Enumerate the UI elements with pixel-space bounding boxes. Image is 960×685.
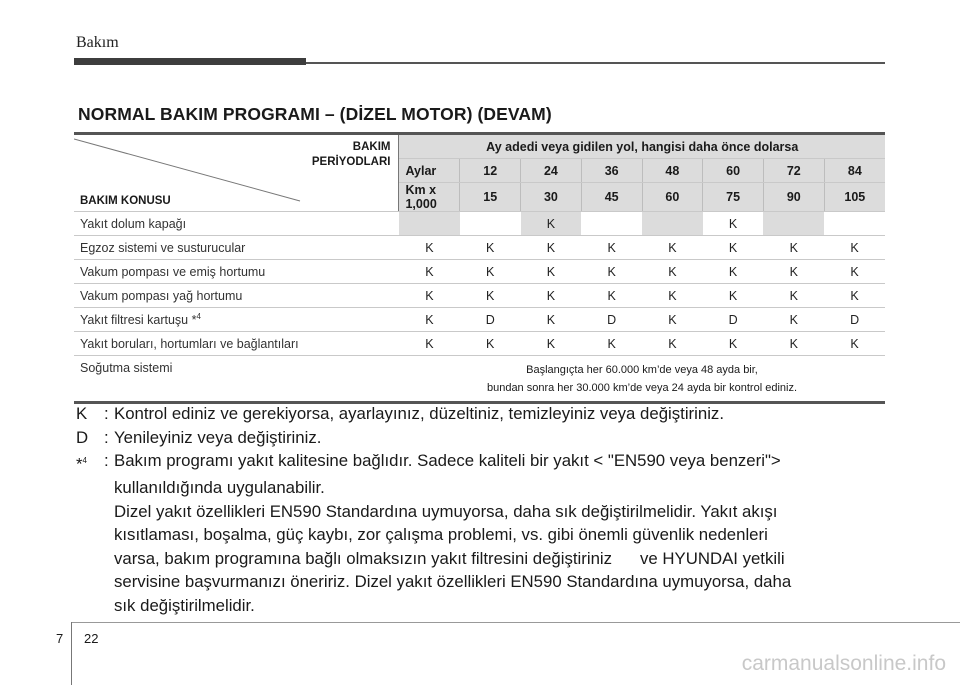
row-item-label	[74, 308, 399, 332]
cooling-note-line1: Başlangıçta her 60.000 km’de veya 48 ayda bir,	[526, 363, 758, 376]
row-item-label: Vakum pompası ve emiş hortumu	[74, 260, 399, 284]
table-row	[74, 284, 885, 308]
row-value: K	[521, 308, 582, 332]
row-value: K	[824, 236, 885, 260]
watermark: carmanualsonline.info	[741, 652, 946, 675]
row-value	[460, 212, 521, 236]
row-value: K	[460, 260, 521, 284]
row-value: K	[703, 236, 764, 260]
legend-note-key	[76, 449, 104, 476]
row-item-label: Soğutma sistemi	[74, 356, 399, 403]
row-value: K	[399, 284, 460, 308]
km-cell: 30	[521, 183, 582, 212]
legend-colon: :	[104, 451, 109, 470]
legend-colon: :	[104, 404, 109, 423]
km-cell: 75	[703, 183, 764, 212]
row-value: K	[642, 332, 703, 356]
month-cell: 84	[824, 159, 885, 183]
legend-d	[76, 426, 791, 450]
row-value	[824, 212, 885, 236]
row-value: D	[703, 308, 764, 332]
row-value: D	[460, 308, 521, 332]
legend-k-key: K	[76, 404, 88, 423]
row-value: K	[521, 236, 582, 260]
maintenance-schedule-table	[74, 132, 885, 404]
legend-note	[76, 449, 791, 476]
months-label: Aylar	[399, 159, 460, 183]
month-cell: 12	[460, 159, 521, 183]
month-cell: 24	[521, 159, 582, 183]
row-value: K	[581, 260, 642, 284]
month-cell: 48	[642, 159, 703, 183]
row-value: K	[521, 332, 582, 356]
corner-periods-line1: BAKIM	[352, 141, 391, 153]
legend-note-line2: kullanıldığında uygulanabilir.	[114, 478, 325, 498]
corner-content-label: BAKIM KONUSU	[80, 195, 171, 207]
legend-note-line1: Bakım programı yakıt kalitesine bağlıdır. Sadece kaliteli bir yakıt < "EN590 veya benzeri">	[114, 451, 781, 470]
row-value: K	[763, 284, 824, 308]
legend-d-text: Yenileyiniz veya değiştiriniz.	[114, 427, 322, 447]
row-value: K	[521, 260, 582, 284]
row-value	[581, 212, 642, 236]
km-cell: 90	[763, 183, 824, 212]
row-value: K	[399, 332, 460, 356]
row-value: K	[581, 332, 642, 356]
chapter-number: 7	[56, 631, 64, 646]
legend-k	[76, 402, 791, 426]
table-row	[74, 332, 885, 356]
legend	[76, 402, 791, 617]
row-value	[399, 212, 460, 236]
footer-divider	[71, 622, 72, 685]
row-value: K	[824, 260, 885, 284]
legend-k-text: Kontrol ediniz ve gerekiyorsa, ayarlayınız, düzeltiniz, temizleyiniz veya değiştiriniz.	[114, 404, 724, 423]
row-value: K	[460, 236, 521, 260]
row-value: K	[703, 260, 764, 284]
row-value: K	[460, 284, 521, 308]
section-title: NORMAL BAKIM PROGRAMI – (DİZEL MOTOR) (DEVAM)	[78, 104, 552, 124]
interval-header: Ay adedi veya gidilen yol, hangisi daha önce dolarsa	[399, 134, 885, 159]
month-cell: 72	[763, 159, 824, 183]
table-corner-header	[74, 134, 399, 212]
row-value	[642, 212, 703, 236]
table-row	[74, 236, 885, 260]
row-value: D	[581, 308, 642, 332]
row-value: D	[824, 308, 885, 332]
km-cell: 60	[642, 183, 703, 212]
note-star: *	[76, 454, 83, 474]
legend-para-line3: varsa, bakım programına bağlı olmaksızın yakıt filtresini değiştiriniz ve HYUNDAI yetkili	[114, 548, 785, 568]
row-item-label: Yakıt boruları, hortumları ve bağlantıları	[74, 332, 399, 356]
month-cell: 60	[703, 159, 764, 183]
header-title: Bakım	[76, 34, 119, 51]
row-value: K	[521, 212, 582, 236]
page-number: 22	[84, 631, 99, 646]
corner-periods-label	[312, 140, 391, 170]
row-item-text: Yakıt filtresi kartuşu *	[80, 313, 197, 328]
row-value: K	[824, 284, 885, 308]
table-row	[74, 308, 885, 332]
row-item-label: Egzoz sistemi ve susturucular	[74, 236, 399, 260]
legend-para-line2: kısıtlaması, boşalma, güç kaybı, zor çalışma problemi, vs. gibi önemli güvenlik nedenleri	[114, 525, 768, 545]
row-value: K	[642, 260, 703, 284]
row-value: K	[581, 236, 642, 260]
row-value: K	[642, 308, 703, 332]
table-row	[74, 260, 885, 284]
row-value: K	[581, 284, 642, 308]
row-value: K	[399, 236, 460, 260]
legend-d-key: D	[76, 427, 89, 447]
legend-colon: :	[104, 427, 109, 447]
legend-para-line4: servisine başvurmanızı öneririz. Dizel yakıt özellikleri EN590 Standardına uymuyorsa, daha	[114, 572, 792, 592]
km-label: Km x 1,000	[399, 183, 460, 212]
row-value: K	[642, 236, 703, 260]
row-value: K	[763, 260, 824, 284]
footer-rule	[71, 622, 960, 623]
cooling-note-line2: bundan sonra her 30.000 km’de veya 24 ayda bir kontrol ediniz.	[486, 381, 797, 394]
row-item-label: Yakıt dolum kapağı	[74, 212, 399, 236]
header-rule	[306, 62, 885, 64]
km-cell: 15	[460, 183, 521, 212]
row-value: K	[521, 284, 582, 308]
row-value: K	[763, 236, 824, 260]
km-cell: 45	[581, 183, 642, 212]
table-row	[74, 356, 885, 403]
table-row	[74, 212, 885, 236]
row-value: K	[703, 284, 764, 308]
header-bar	[74, 58, 306, 65]
row-value	[763, 212, 824, 236]
footnote-marker: 4	[196, 311, 201, 321]
row-value: K	[642, 284, 703, 308]
cooling-note	[399, 356, 885, 403]
month-cell: 36	[581, 159, 642, 183]
row-value: K	[824, 332, 885, 356]
row-value: K	[703, 332, 764, 356]
row-value: K	[763, 308, 824, 332]
km-cell: 105	[824, 183, 885, 212]
row-value: K	[399, 260, 460, 284]
legend-para-line1: Dizel yakıt özellikleri EN590 Standardına uymuyorsa, daha sık değiştirilmelidir. Yakıt akışı	[114, 501, 778, 521]
corner-periods-line2: PERİYODLARI	[311, 156, 391, 168]
legend-para-line5: sık değiştirilmelidir.	[114, 595, 255, 615]
row-value: K	[399, 308, 460, 332]
row-value: K	[763, 332, 824, 356]
row-item-label: Vakum pompası yağ hortumu	[74, 284, 399, 308]
note-sup: 4	[82, 456, 87, 465]
row-value: K	[703, 212, 764, 236]
row-value: K	[460, 332, 521, 356]
